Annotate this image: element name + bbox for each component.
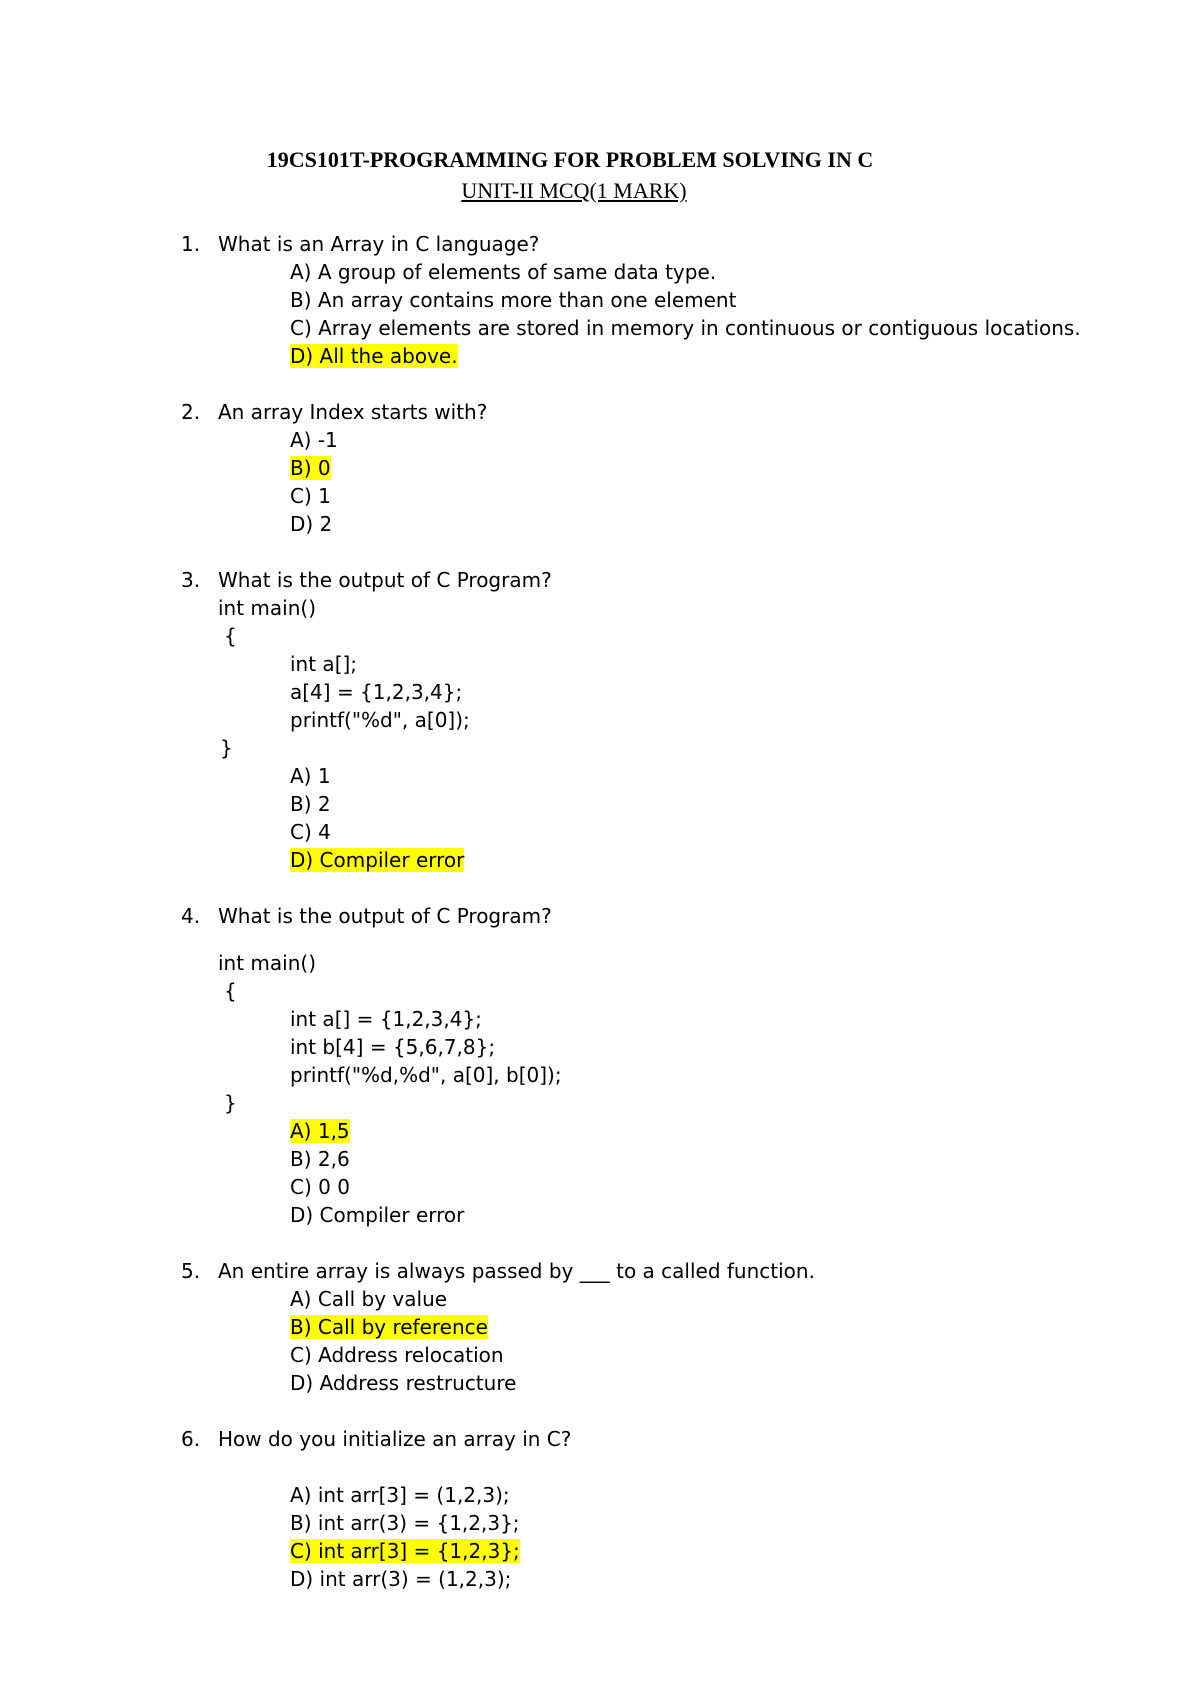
question-5-text: An entire array is always passed by ___ to a called function. [218,1259,815,1283]
question-3-option-b: B) 2 [290,792,331,816]
question-4-option-a [290,1118,350,1144]
correct-answer-highlight: B) Call by reference [290,1315,488,1339]
correct-answer-highlight: D) Compiler error [290,848,465,872]
question-3-option-d [290,847,464,873]
question-3-code-line: int main() [218,596,317,620]
question-1-text: What is an Array in C language? [218,232,540,256]
question-4-code-line: int b[4] = {5,6,7,8}; [290,1035,496,1059]
question-3-text: What is the output of C Program? [218,568,552,592]
question-3-option-c: C) 4 [290,820,331,844]
question-4-option-c: C) 0 0 [290,1175,350,1199]
question-1-option-d [290,343,458,369]
question-6-number: 6. [181,1427,201,1451]
question-3-code-line: } [220,736,233,760]
question-3-code-line: { [224,624,237,648]
question-4-text: What is the output of C Program? [218,904,552,928]
correct-answer-highlight: D) All the above. [290,344,458,368]
question-2-option-c: C) 1 [290,484,331,508]
question-2-number: 2. [181,400,201,424]
question-5-number: 5. [181,1259,201,1283]
question-4-number: 4. [181,904,201,928]
question-3-code-line: int a[]; [290,652,358,676]
question-1-option-b: B) An array contains more than one element [290,288,737,312]
question-3-code-line: printf("%d", a[0]); [290,708,470,732]
document-subtitle: UNIT-II MCQ(1 MARK) [461,178,687,203]
question-4-code-line: int main() [218,951,317,975]
question-6-option-d: D) int arr(3) = (1,2,3); [290,1567,512,1591]
correct-answer-highlight: C) int arr[3] = {1,2,3}; [290,1539,520,1563]
question-2-option-b [290,455,331,481]
question-3-code-line: a[4] = {1,2,3,4}; [290,680,463,704]
question-3-number: 3. [181,568,201,592]
question-2-text: An array Index starts with? [218,400,488,424]
question-6-option-c [290,1538,520,1564]
question-1-option-c: C) Array elements are stored in memory in continuous or contiguous locations. [290,316,1081,340]
document-title: 19CS101T-PROGRAMMING FOR PROBLEM SOLVING IN C [266,147,874,172]
question-3-option-a: A) 1 [290,764,331,788]
question-6-option-b: B) int arr(3) = {1,2,3}; [290,1511,520,1535]
question-4-option-d: D) Compiler error [290,1203,465,1227]
question-5-option-c: C) Address relocation [290,1343,504,1367]
correct-answer-highlight: B) 0 [290,456,331,480]
question-2-option-d: D) 2 [290,512,333,536]
question-6-text: How do you initialize an array in C? [218,1427,572,1451]
question-1-option-a: A) A group of elements of same data type. [290,260,717,284]
question-6-option-a: A) int arr[3] = (1,2,3); [290,1483,510,1507]
question-1-number: 1. [181,232,201,256]
question-5-option-d: D) Address restructure [290,1371,517,1395]
question-4-option-b: B) 2,6 [290,1147,350,1171]
correct-answer-highlight: A) 1,5 [290,1119,350,1143]
question-5-option-b [290,1314,488,1340]
question-5-option-a: A) Call by value [290,1287,448,1311]
question-4-code-line: } [224,1091,237,1115]
question-4-code-line: printf("%d,%d", a[0], b[0]); [290,1063,562,1087]
question-4-code-line: { [224,979,237,1003]
question-4-code-line: int a[] = {1,2,3,4}; [290,1007,482,1031]
question-2-option-a: A) -1 [290,428,338,452]
